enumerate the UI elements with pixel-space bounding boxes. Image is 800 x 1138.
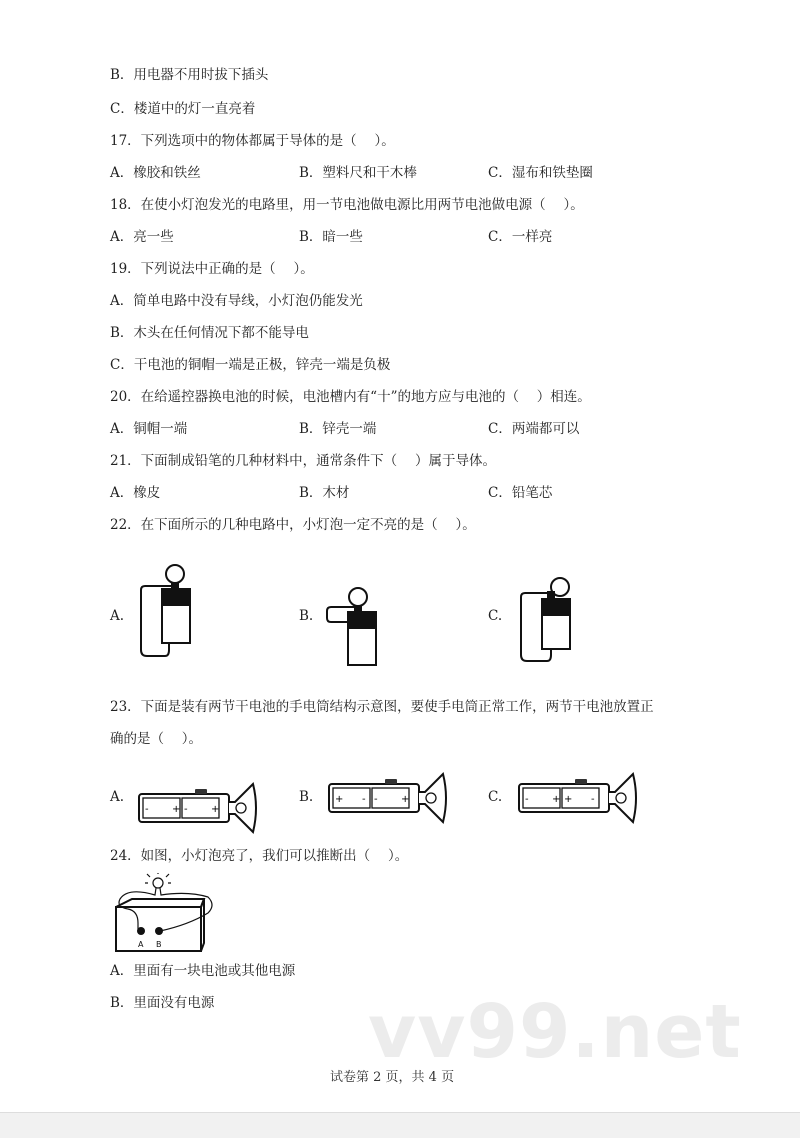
q23-question-cont: 确的是（ ）。: [110, 731, 203, 747]
circuit-figure-b: [322, 585, 392, 670]
q18-option-c: C．一样亮: [488, 229, 553, 245]
q21-option-c: C．铅笔芯: [488, 485, 553, 501]
q20-option-b: B．锌壳一端: [299, 421, 377, 437]
q21-option-b: B．木材: [299, 485, 350, 501]
q20-question: 20．在给遥控器换电池的时候，电池槽内有“十”的地方应与电池的（ ）相连。: [110, 389, 591, 405]
q18-option-a: A．亮一些: [110, 229, 174, 245]
q22-label-c: C.: [488, 608, 503, 624]
q17-option-b: B．塑料尺和干木棒: [299, 165, 417, 181]
q19-option-c: C．干电池的铜帽一端是正极，锌壳一端是负极: [110, 357, 391, 373]
circuit-figure-c: [515, 575, 585, 665]
watermark: vv99.net: [368, 989, 742, 1075]
q23-question: 23．下面是装有两节干电池的手电筒结构示意图，要使手电筒正常工作，两节干电池放置正: [110, 699, 654, 715]
mystery-box-figure: [108, 873, 223, 955]
q21-option-a: A．橡皮: [110, 485, 161, 501]
battery-polarity-label: +: [211, 804, 220, 815]
q22-label-a: A.: [110, 608, 125, 624]
box-label-a: A: [138, 940, 144, 949]
q21-question: 21．下面制成铅笔的几种材料中，通常条件下（ ）属于导体。: [110, 453, 496, 469]
battery-polarity-label: +: [564, 794, 573, 805]
battery-polarity-label: +: [401, 794, 410, 805]
q17-option-a: A．橡胶和铁丝: [110, 165, 201, 181]
battery-polarity-label: +: [172, 804, 181, 815]
page-footer: 试卷第 2 页，共 4 页: [330, 1070, 455, 1085]
q23-label-c: C.: [488, 789, 503, 805]
circuit-figure-a: [135, 562, 205, 662]
q18-option-b: B．暗一些: [299, 229, 363, 245]
q19-question: 19．下列说法中正确的是（ ）。: [110, 261, 314, 277]
battery-polarity-label: +: [552, 794, 561, 805]
q23-label-b: B.: [299, 789, 314, 805]
q19-option-b: B．木头在任何情况下都不能导电: [110, 325, 309, 341]
q19-option-a: A．简单电路中没有导线，小灯泡仍能发光: [110, 293, 363, 309]
battery-polarity-label: -: [362, 794, 366, 805]
q20-option-c: C．两端都可以: [488, 421, 580, 437]
q16-option-c: C．楼道中的灯一直亮着: [110, 101, 256, 117]
battery-polarity-label: -: [145, 804, 149, 815]
q23-label-a: A.: [110, 789, 125, 805]
bottom-scroll-bar[interactable]: [0, 1112, 800, 1138]
flashlight-figure-c: [515, 770, 640, 834]
battery-polarity-label: +: [335, 794, 344, 805]
q18-question: 18．在使小灯泡发光的电路里，用一节电池做电源比用两节电池做电源（ ）。: [110, 197, 584, 213]
battery-polarity-label: -: [525, 794, 529, 805]
q24-question: 24．如图，小灯泡亮了，我们可以推断出（ ）。: [110, 848, 409, 864]
battery-polarity-label: -: [591, 794, 595, 805]
battery-polarity-label: -: [184, 804, 188, 815]
q22-question: 22．在下面所示的几种电路中，小灯泡一定不亮的是（ ）。: [110, 517, 476, 533]
q17-question: 17．下列选项中的物体都属于导体的是（ ）。: [110, 133, 395, 149]
battery-polarity-label: -: [374, 794, 378, 805]
box-label-b: B: [156, 940, 162, 949]
q20-option-a: A．铜帽一端: [110, 421, 188, 437]
flashlight-figure-b: [325, 770, 450, 834]
q24-option-b: B．里面没有电源: [110, 995, 215, 1011]
q22-label-b: B.: [299, 608, 314, 624]
q16-option-b: B．用电器不用时拔下插头: [110, 67, 269, 83]
q17-option-c: C．湿布和铁垫圈: [488, 165, 593, 181]
flashlight-figure-a: [135, 780, 260, 844]
q24-option-a: A．里面有一块电池或其他电源: [110, 963, 296, 979]
